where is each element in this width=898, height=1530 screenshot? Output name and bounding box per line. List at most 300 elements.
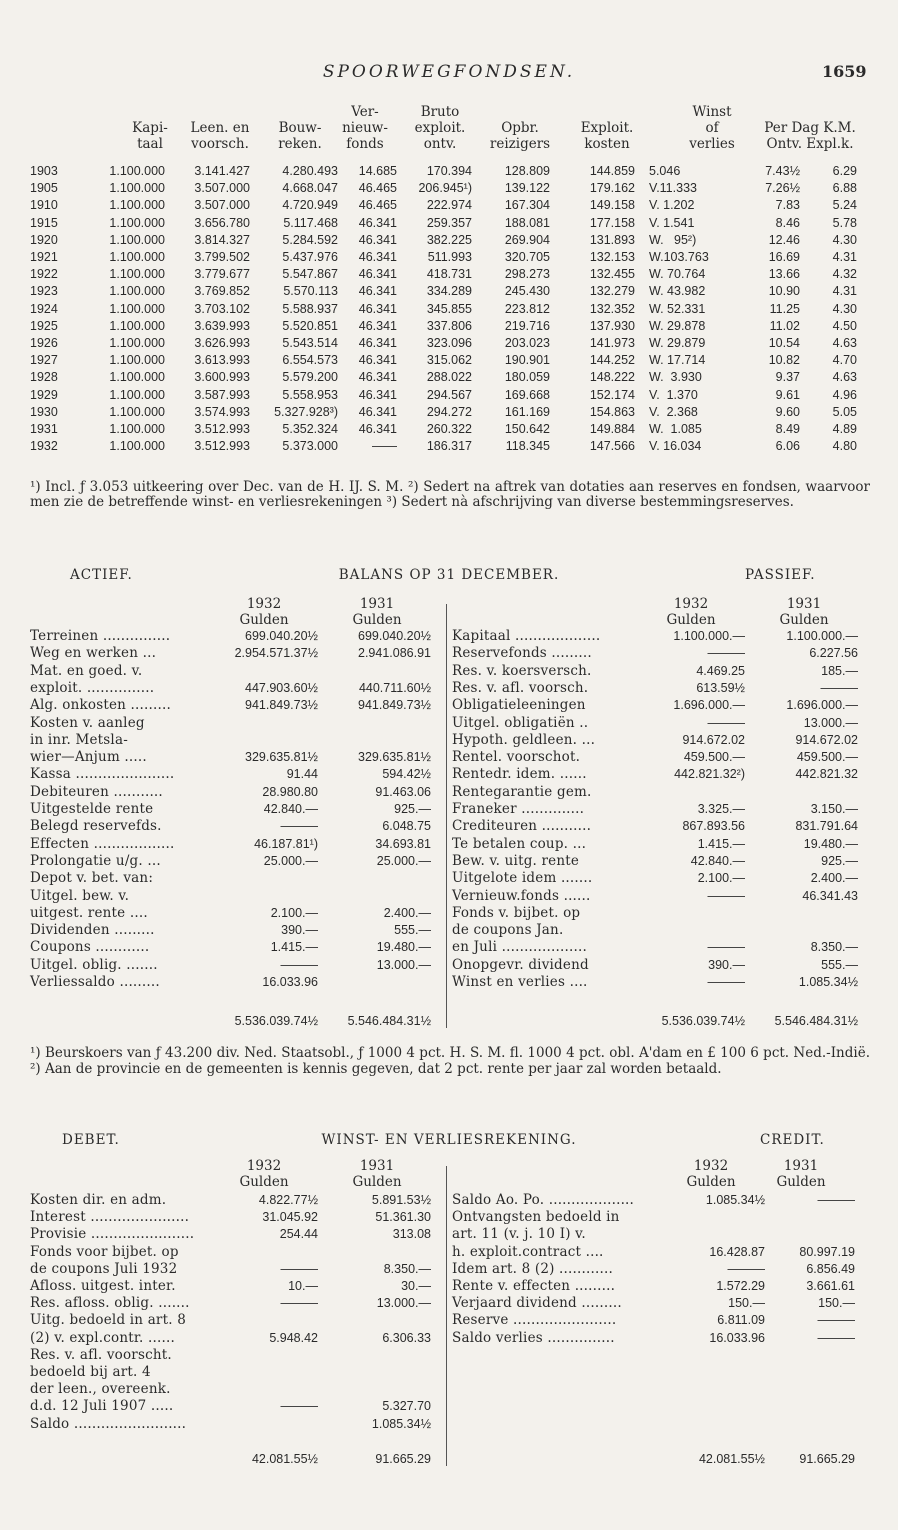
account-item-label: Winst en verlies .... (452, 974, 588, 990)
account-item-1931: 3.150.— (810, 802, 858, 816)
stats-value-cell: 3.141.427 (194, 164, 250, 178)
account-item-label: Uitgestelde rente (30, 801, 154, 817)
account-item-label: Rentegarantie gem. (452, 783, 592, 800)
account-item-1932: 4.822.77½ (258, 1193, 318, 1207)
account-item-label: Res. v. afl. voorscht. (30, 1346, 172, 1363)
account-item-label: Kassa ...................... (30, 766, 175, 783)
stats-value-cell: 5.588.937 (282, 301, 338, 316)
stats-value-cell: V. 1.202 (649, 198, 695, 213)
stats-value-cell: —— (372, 439, 397, 454)
stats-value-cell: 149.884 (589, 422, 635, 436)
stats-value-cell: 4.89 (832, 422, 857, 436)
stats-year-cell: 1928 (30, 370, 58, 385)
stats-value-cell: 3.507.000 (194, 198, 250, 213)
stats-value-cell: 139.122 (504, 181, 550, 196)
stats-value-cell: 132.153 (589, 250, 635, 264)
stats-value-cell: 219.716 (504, 318, 550, 333)
stats-value-cell: 203.023 (504, 336, 550, 350)
stats-year-cell: 1923 (30, 284, 58, 299)
account-item-1931: 150.— (818, 1296, 855, 1311)
stats-value-cell: 4.31 (832, 284, 857, 299)
account-item-1932: ——— (280, 1296, 318, 1311)
stats-header-cell: taal (137, 136, 163, 152)
stats-value-cell: 5.05 (832, 404, 857, 419)
account-total: 5.546.484.31½ (774, 1014, 858, 1028)
stats-value-cell: V. 1.541 (649, 215, 695, 230)
column-year-heading: 1932 (693, 1158, 729, 1174)
stats-value-cell: 132.279 (589, 284, 635, 299)
account-item-label: de coupons Jan. (452, 922, 564, 939)
stats-value-cell: 8.46 (775, 215, 800, 230)
stats-value-cell: 46.341 (358, 250, 397, 264)
stats-value-cell: 169.668 (504, 387, 550, 402)
account-item-1931: 555.— (394, 923, 431, 938)
stats-value-cell: 132.352 (589, 301, 635, 316)
stats-value-cell: 144.859 (589, 164, 635, 178)
account-item-1931: 6.306.33 (382, 1330, 431, 1345)
stats-value-cell: 5.327.928³) (274, 404, 338, 419)
stats-value-cell: 3.574.993 (194, 404, 250, 419)
account-item-label: de coupons Juli 1932 (30, 1260, 178, 1277)
account-item-1931: 925.— (821, 853, 858, 868)
stats-value-cell: 206.945¹) (418, 181, 472, 196)
column-unit-heading: Gulden (666, 612, 716, 628)
account-item-label: Kosten v. aanleg (30, 714, 145, 731)
account-item-1932: 254.44 (279, 1227, 318, 1242)
stats-value-cell: 1.100.000 (109, 404, 165, 419)
account-item-1932: ——— (280, 1261, 318, 1276)
account-item-1932: ——— (707, 940, 745, 955)
stats-value-cell: 46.465 (358, 198, 397, 213)
account-item-label: (2) v. expl.contr. ...... (30, 1329, 175, 1346)
stats-value-cell: 5.284.592 (282, 232, 338, 247)
account-item-label: Uitgel. obligatiën .. (452, 714, 589, 731)
account-item-1932: 91.44 (286, 767, 318, 782)
stats-value-cell: 5.579.200 (282, 370, 338, 385)
account-item-1931: 442.821.32 (795, 767, 858, 782)
column-year-heading: 1931 (783, 1158, 819, 1174)
stats-value-cell: 3.512.993 (194, 422, 250, 436)
stats-value-cell: 46.341 (358, 404, 397, 419)
stats-value-cell: 5.78 (832, 215, 857, 230)
account-item-1932: 390.— (281, 923, 318, 938)
account-item-1932: 16.033.96 (709, 1330, 765, 1345)
account-item-1932: 28.980.80 (262, 784, 318, 799)
stats-value-cell: 46.341 (358, 318, 397, 333)
stats-year-cell: 1931 (30, 422, 58, 436)
column-year-heading: 1931 (359, 596, 395, 612)
stats-header-cell: kosten (584, 136, 630, 152)
account-item-1932: 914.672.02 (682, 732, 745, 747)
stats-value-cell: 46.341 (358, 301, 397, 316)
account-item-label: Coupons ............ (30, 939, 150, 956)
stats-value-cell: 269.904 (504, 232, 550, 247)
stats-value-cell: 144.252 (589, 353, 635, 368)
stats-value-cell: 6.554.573 (282, 353, 338, 368)
account-item-label: Effecten .................. (30, 835, 175, 852)
account-item-1931: 13.000.— (376, 957, 431, 972)
stats-header-cell: Winst (692, 104, 732, 120)
account-item-label: Dividenden ......... (30, 922, 155, 939)
stats-header-cell: Exploit. (580, 120, 634, 136)
account-item-1931: 925.— (394, 802, 431, 816)
stats-value-cell: 10.90 (768, 284, 800, 299)
account-item-1931: 914.672.02 (795, 732, 858, 747)
stats-value-cell: 4.720.949 (282, 198, 338, 213)
account-item-1932: 1.572.29 (716, 1279, 765, 1293)
stats-value-cell: 16.69 (768, 250, 800, 264)
account-item-label: Debiteuren ........... (30, 783, 163, 800)
stats-value-cell: 4.668.047 (282, 181, 338, 196)
stats-value-cell: 9.37 (775, 370, 800, 385)
pl-right-title: CREDIT. (760, 1132, 825, 1148)
stats-value-cell: W. 95²) (649, 232, 697, 247)
account-item-label: Bew. v. uitg. rente (452, 852, 580, 869)
account-item-1932: 4.469.25 (696, 663, 745, 678)
account-item-1932: 6.811.09 (717, 1313, 765, 1328)
stats-value-cell: 4.63 (832, 370, 857, 385)
column-unit-heading: Gulden (239, 1174, 289, 1190)
account-item-label: Vernieuw.fonds ...... (452, 887, 591, 904)
account-item-label: Terreinen ............... (30, 628, 171, 644)
stats-value-cell: 3.769.852 (194, 284, 250, 299)
stats-value-cell: 4.32 (832, 267, 857, 282)
account-item-1932: 442.821.32²) (674, 767, 745, 782)
stats-value-cell: 149.158 (589, 198, 635, 213)
column-unit-heading: Gulden (779, 612, 829, 628)
account-item-1931: 459.500.— (796, 750, 858, 765)
account-item-label: Ontvangsten bedoeld in (452, 1209, 620, 1226)
stats-header-cell: voorsch. (191, 136, 249, 152)
stats-value-cell: 5.437.976 (282, 250, 338, 264)
account-item-1931: ——— (817, 1330, 855, 1345)
account-item-label: der leen., overeenk. (30, 1381, 171, 1398)
account-item-label: Franeker .............. (452, 801, 585, 817)
stats-value-cell: 1.100.000 (109, 318, 165, 333)
stats-value-cell: 4.31 (832, 250, 857, 264)
stats-value-cell: 511.993 (427, 250, 472, 264)
account-item-label: Crediteuren ........... (452, 818, 592, 835)
stats-value-cell: 3.656.780 (194, 215, 250, 230)
statistics-footnote: ¹) Incl. ƒ 3.053 uitkeering over Dec. van de H. IJ. S. M. ²) Sedert na aftrek van dotaties aan reserves en fondsen, waarvoor men zie de betreffende winst- en verliesrekeningen ³) Sedert nà afschrijving van diverse bestemmingsreserves. (30, 479, 870, 510)
stats-value-cell: 5.373.000 (282, 439, 338, 454)
column-unit-heading: Gulden (686, 1174, 736, 1190)
stats-value-cell: 337.806 (426, 318, 472, 333)
stats-header-cell: Ontv. Expl.k. (766, 136, 854, 152)
stats-value-cell: 7.43½ (765, 164, 800, 178)
account-item-label: Kosten dir. en adm. (30, 1192, 167, 1208)
stats-value-cell: 1.100.000 (109, 164, 165, 178)
account-item-1932: 31.045.92 (262, 1210, 318, 1225)
balance-left-title: ACTIEF. (70, 567, 133, 583)
stats-value-cell: 8.49 (775, 422, 800, 436)
stats-value-cell: 4.280.493 (282, 164, 338, 178)
stats-value-cell: 148.222 (589, 370, 635, 385)
stats-value-cell: 4.30 (832, 301, 857, 316)
stats-year-cell: 1922 (30, 267, 58, 282)
stats-value-cell: 132.455 (589, 267, 635, 282)
stats-value-cell: 1.100.000 (109, 353, 165, 368)
stats-value-cell: 1.100.000 (109, 267, 165, 282)
stats-value-cell: 1.100.000 (109, 284, 165, 299)
stats-value-cell: 345.855 (426, 301, 472, 316)
stats-header-cell: nieuw- (342, 120, 388, 136)
stats-value-cell: 3.703.102 (194, 301, 250, 316)
account-item-1932: 42.840.— (690, 853, 745, 868)
account-item-1932: 329.635.81½ (245, 750, 318, 765)
stats-year-cell: 1925 (30, 318, 58, 333)
account-item-1931: 25.000.— (376, 853, 431, 868)
stats-header-cell: Bruto (420, 104, 460, 120)
account-item-1931: 313.08 (392, 1227, 431, 1242)
account-item-1932: 25.000.— (263, 853, 318, 868)
stats-value-cell: 9.61 (775, 387, 800, 402)
account-item-1932: 3.325.— (697, 802, 745, 816)
account-item-label: Uitgel. bew. v. (30, 887, 130, 904)
stats-value-cell: 223.812 (504, 301, 550, 316)
stats-value-cell: 1.100.000 (109, 387, 165, 402)
account-item-label: uitgest. rente .... (30, 904, 148, 921)
stats-year-cell: 1903 (30, 164, 58, 178)
account-item-1931: 5.891.53½ (371, 1193, 431, 1207)
account-item-label: wier—Anjum ..... (30, 749, 147, 766)
account-item-label: Verjaard dividend ......... (452, 1295, 622, 1312)
account-item-label: Depot v. bet. van: (30, 870, 154, 887)
stats-year-cell: 1921 (30, 250, 58, 264)
stats-year-cell: 1915 (30, 215, 58, 230)
stats-value-cell: 4.63 (832, 336, 857, 350)
account-item-1932: 613.59½ (696, 680, 745, 695)
stats-header-cell: Leen. en (190, 120, 250, 136)
stats-value-cell: W. 43.982 (649, 284, 706, 299)
stats-value-cell: 5.520.851 (282, 318, 338, 333)
account-item-label: Alg. onkosten ......... (30, 697, 171, 714)
account-item-1931: 329.635.81½ (358, 750, 431, 765)
account-item-label: Res. afloss. oblig. ....... (30, 1295, 190, 1312)
stats-value-cell: 5.558.953 (282, 387, 338, 402)
stats-value-cell: 5.117.468 (283, 215, 338, 230)
account-item-1932: 390.— (708, 957, 745, 972)
account-item-1932: 16.033.96 (262, 975, 318, 989)
account-item-1932: ——— (280, 1399, 318, 1414)
account-item-label: Interest ...................... (30, 1209, 190, 1226)
account-item-1931: 440.711.60½ (358, 680, 431, 695)
account-item-1932: 699.040.20½ (245, 629, 318, 643)
stats-value-cell: 259.357 (426, 215, 472, 230)
column-year-heading: 1931 (786, 596, 822, 612)
account-item-1931: 941.849.73½ (358, 698, 431, 713)
pl-title: WINST- EN VERLIESREKENING. (321, 1132, 577, 1148)
account-item-1932: ——— (707, 646, 745, 661)
stats-value-cell: W.103.763 (649, 250, 709, 264)
account-item-1931: 5.327.70 (382, 1399, 431, 1414)
stats-value-cell: 46.341 (358, 387, 397, 402)
account-item-1932: 10.— (288, 1279, 318, 1293)
stats-value-cell: 320.705 (504, 250, 550, 264)
account-item-1931: ——— (817, 1313, 855, 1328)
account-total: 91.665.29 (799, 1452, 855, 1466)
account-item-label: art. 11 (v. j. 10 I) v. (452, 1226, 586, 1243)
account-item-label: h. exploit.contract .... (452, 1243, 604, 1260)
column-unit-heading: Gulden (352, 612, 402, 628)
account-item-1931: 1.085.34½ (798, 975, 858, 989)
stats-header-cell: of (705, 120, 719, 136)
account-item-1932: ——— (707, 975, 745, 989)
account-total: 5.546.484.31½ (347, 1014, 431, 1028)
account-item-label: en Juli ................... (452, 939, 587, 956)
stats-value-cell: 6.88 (832, 181, 857, 196)
balance-footnote: ¹) Beurskoers van ƒ 43.200 div. Ned. Staatsobl., ƒ 1000 4 pct. H. S. M. fl. 1000 4 pct. obl. A'dam en £ 100 6 pct. Ned.-Indië. ²) Aan de provincie en de gemeenten is kennis gegeven, dat 2 pct. rente per jaar zal worden betaald. (30, 1045, 870, 1077)
account-item-1932: 16.428.87 (709, 1244, 765, 1259)
account-item-label: Te betalen coup. ... (452, 835, 587, 852)
stats-value-cell: 7.26½ (765, 181, 800, 196)
account-item-label: Uitg. bedoeld in art. 8 (30, 1312, 186, 1329)
stats-value-cell: 3.799.502 (194, 250, 250, 264)
stats-value-cell: 46.341 (358, 422, 397, 436)
stats-year-cell: 1905 (30, 181, 58, 196)
stats-value-cell: 190.901 (504, 353, 550, 368)
stats-value-cell: 13.66 (768, 267, 800, 282)
stats-value-cell: 3.639.993 (194, 318, 250, 333)
stats-value-cell: 294.272 (426, 404, 472, 419)
account-item-1931: 2.400.— (810, 871, 858, 886)
stats-value-cell: 294.567 (426, 387, 472, 402)
account-item-1932: 150.— (728, 1296, 765, 1311)
stats-value-cell: W. 29.879 (649, 336, 706, 350)
account-item-1931: 80.997.19 (799, 1244, 855, 1259)
account-item-1932: 2.954.571.37½ (234, 646, 318, 661)
stats-value-cell: 3.507.000 (194, 181, 250, 196)
account-item-1931: 6.048.75 (382, 819, 431, 834)
account-item-1932: ——— (707, 888, 745, 903)
account-item-1932: 1.100.000.— (673, 629, 745, 643)
stats-value-cell: 3.626.993 (194, 336, 250, 350)
account-item-label: Afloss. uitgest. inter. (30, 1278, 176, 1294)
account-item-1932: 867.893.56 (682, 819, 745, 834)
stats-value-cell: W. 17.714 (649, 353, 706, 368)
account-item-1931: 555.— (821, 957, 858, 972)
account-total: 42.081.55½ (698, 1452, 765, 1466)
stats-header-cell: verlies (689, 136, 735, 152)
stats-value-cell: 5.547.867 (282, 267, 338, 282)
account-total: 5.536.039.74½ (234, 1014, 318, 1028)
account-item-1931: 699.040.20½ (358, 629, 431, 643)
stats-value-cell: 1.100.000 (109, 181, 165, 196)
column-unit-heading: Gulden (239, 612, 289, 628)
stats-value-cell: 382.225 (426, 232, 472, 247)
account-item-label: Obligatieleeningen (452, 697, 586, 714)
stats-value-cell: 3.613.993 (194, 353, 250, 368)
account-item-1932: 1.415.— (270, 940, 318, 955)
stats-value-cell: 154.863 (589, 404, 635, 419)
stats-year-cell: 1920 (30, 232, 58, 247)
account-item-label: Fonds voor bijbet. op (30, 1243, 179, 1260)
stats-value-cell: 3.587.993 (194, 387, 250, 402)
stats-value-cell: 4.96 (832, 387, 857, 402)
column-unit-heading: Gulden (776, 1174, 826, 1190)
stats-value-cell: 150.642 (504, 422, 550, 436)
account-item-1931: ——— (817, 1193, 855, 1207)
account-item-1932: ——— (280, 957, 318, 972)
stats-year-cell: 1929 (30, 387, 58, 402)
account-item-1932: 46.187.81¹) (254, 836, 318, 851)
pl-left-title: DEBET. (62, 1132, 120, 1148)
column-unit-heading: Gulden (352, 1174, 402, 1190)
stats-year-cell: 1927 (30, 353, 58, 368)
stats-value-cell: 46.465 (358, 181, 397, 196)
stats-value-cell: 147.566 (589, 439, 635, 454)
balance-title: BALANS OP 31 DECEMBER. (338, 567, 560, 583)
account-item-1932: 1.085.34½ (705, 1193, 765, 1207)
account-item-1931: 594.42½ (382, 767, 431, 782)
account-item-label: Saldo ......................... (30, 1415, 187, 1432)
stats-header-cell: Kapi- (132, 120, 168, 136)
stats-value-cell: 3.779.677 (194, 267, 250, 282)
column-year-heading: 1931 (359, 1158, 395, 1174)
account-item-1931: 2.400.— (383, 905, 431, 920)
stats-value-cell: V.11.333 (649, 181, 697, 196)
account-item-1931: 6.227.56 (809, 646, 858, 661)
account-item-1932: 941.849.73½ (245, 698, 318, 713)
stats-value-cell: 46.341 (358, 353, 397, 368)
account-item-label: exploit. ............... (30, 679, 155, 696)
stats-value-cell: 245.430 (504, 284, 550, 299)
stats-value-cell: 137.930 (589, 318, 635, 333)
stats-value-cell: 131.893 (589, 232, 635, 247)
stats-header-cell: exploit. (414, 120, 466, 136)
account-item-label: Uitgel. oblig. ....... (30, 956, 158, 973)
stats-value-cell: 46.341 (358, 370, 397, 385)
account-item-label: Uitgelote idem ....... (452, 870, 593, 887)
account-item-label: Belegd reservefds. (30, 818, 162, 835)
stats-value-cell: 334.289 (426, 284, 472, 299)
account-item-1932: ——— (727, 1261, 765, 1276)
column-separator (446, 604, 447, 1028)
stats-value-cell: 1.100.000 (109, 301, 165, 316)
account-total: 42.081.55½ (251, 1452, 318, 1466)
stats-value-cell: 46.341 (358, 267, 397, 282)
stats-value-cell: 3.512.993 (194, 439, 250, 454)
stats-header-cell: ontv. (423, 136, 457, 152)
stats-year-cell: 1924 (30, 301, 58, 316)
stats-value-cell: 288.022 (426, 370, 472, 385)
account-item-1931: 6.856.49 (806, 1261, 855, 1276)
stats-value-cell: 1.100.000 (109, 215, 165, 230)
stats-value-cell: 1.100.000 (109, 370, 165, 385)
column-year-heading: 1932 (673, 596, 709, 612)
stats-value-cell: 1.100.000 (109, 439, 165, 454)
stats-value-cell: 1.100.000 (109, 336, 165, 350)
stats-value-cell: V. 1.370 (649, 387, 698, 402)
account-item-label: Onopgevr. dividend (452, 956, 589, 973)
account-item-1931: 19.480.— (376, 940, 431, 955)
stats-value-cell: 170.394 (426, 164, 472, 178)
stats-value-cell: 177.158 (589, 215, 635, 230)
stats-value-cell: 46.341 (358, 215, 397, 230)
account-item-label: Idem art. 8 (2) ............ (452, 1260, 613, 1277)
stats-value-cell: 186.317 (426, 439, 472, 454)
account-item-1931: 46.341.43 (802, 888, 858, 903)
stats-value-cell: V. 16.034 (649, 439, 702, 454)
account-item-1932: 2.100.— (270, 905, 318, 920)
account-item-1932: ——— (280, 819, 318, 834)
page-title: SPOORWEGFONDSEN. (322, 62, 576, 82)
stats-header-cell: Opbr. (501, 120, 539, 136)
stats-value-cell: 5.543.514 (282, 336, 338, 350)
account-item-1932: 447.903.60½ (245, 680, 318, 695)
stats-value-cell: 222.974 (426, 198, 472, 213)
stats-value-cell: 6.06 (775, 439, 800, 454)
